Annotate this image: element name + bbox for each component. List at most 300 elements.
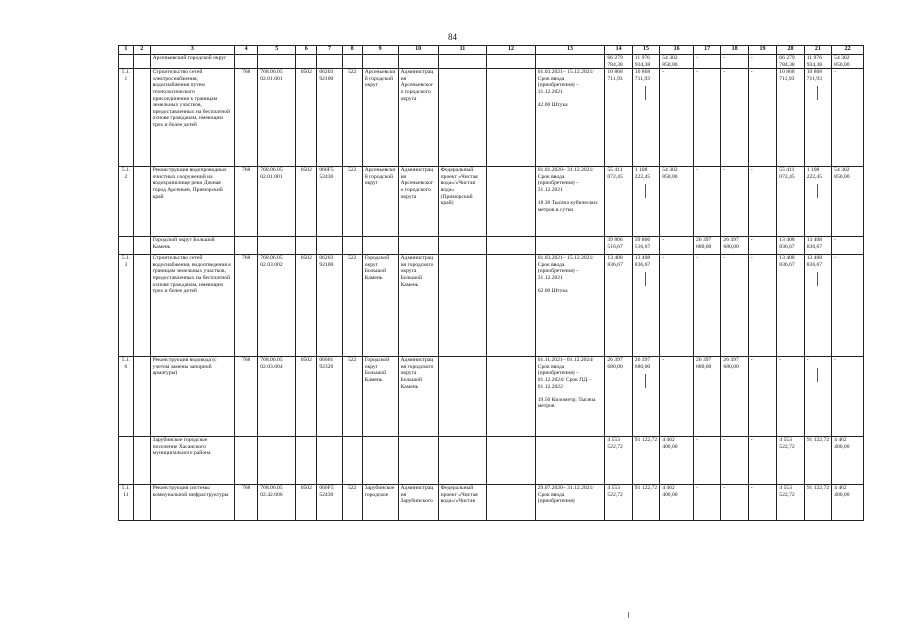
table-cell [296,357,317,437]
table-cell [748,357,776,437]
cell-text: - [695,55,698,61]
cell-text: Арсеньевский городской округ [364,167,396,187]
table-cell [150,485,234,521]
table-cell [660,55,694,69]
table-cell [693,55,720,69]
table-cell [748,437,776,485]
cell-text: 066F5 52430 [319,485,334,498]
scan-mark [817,272,818,286]
cell-text: - [723,255,726,262]
table-cell [748,237,776,255]
table-cell [748,255,776,357]
cell-text: - [750,357,753,364]
table-cell [748,69,776,167]
cell-text: - [750,237,753,244]
table-cell [317,485,342,521]
column-header: 3 [150,46,234,55]
table-header [119,46,864,55]
cell-text: 13 408 836,67 [806,237,823,250]
cell-text: - [723,167,726,174]
table-cell [748,55,776,69]
table-cell [832,69,864,167]
column-header: 15 [632,46,659,55]
column-header: 13 [535,46,605,55]
table-cell [258,485,296,521]
cell-text: 768.06.05 02.42.006 [260,485,283,498]
table-cell [296,255,317,357]
table-cell [535,485,605,521]
table-cell [748,485,776,521]
cell-text: 768.06.05 02.03.004 [260,357,283,370]
cell-text: 4 553 522,72 [607,437,623,450]
table-cell [804,437,831,485]
cell-text: Зарубинское городское поселение Хасанского муниципального района [152,437,211,457]
cell-text: - [662,357,665,364]
table-cell [660,237,694,255]
table-cell [133,69,150,167]
cell-text: 10 868 711,93 [607,69,623,82]
table-cell [804,55,831,69]
cell-text: 5.1. 1 [121,69,131,82]
cell-text: Арсеньевский городской округ [152,55,227,61]
cell-text: 768 [241,255,251,262]
table-cell [235,485,258,521]
table-cell [832,255,864,357]
cell-text: 4 462 400,00 [834,437,850,450]
table-cell [721,167,748,237]
column-header: 10 [398,46,438,55]
cell-text: 39 806 516,67 [607,237,623,250]
table-cell [438,357,487,437]
cell-text: Администрация городского округа Большой Камень [400,255,434,288]
cell-text: - [750,255,753,262]
cell-text: Администрация Арсеньевского городского округа [400,69,434,102]
table-cell [235,255,258,357]
cell-text: 54 302 850,00 [834,55,850,68]
cell-text: 066F5 52430 [319,167,334,180]
table-cell [777,237,804,255]
table-cell [832,237,864,255]
cell-text: 13 408 836,67 [779,237,795,250]
cell-text: 768.06.05 02.01.001 [260,69,283,82]
cell-text: 66 279 784,38 [607,55,623,68]
cell-text: 522 [347,69,357,76]
table-cell [342,55,362,69]
table-cell [398,437,438,485]
table-cell [804,485,831,521]
cell-text: - [750,167,753,174]
table-row [119,255,864,357]
cell-text: Арсеньевский городской округ [364,69,396,89]
cell-text: 06601 92320 [319,357,334,370]
table-cell [487,255,536,357]
cell-text: - [695,437,698,444]
column-header: 2 [133,46,150,55]
cell-text: Администрация Арсеньевского городского округа [400,167,434,200]
budget-table [118,45,864,521]
table-cell [150,69,234,167]
table-cell [362,255,398,357]
scan-mark [645,374,646,388]
table-cell [362,485,398,521]
table-row [119,55,864,69]
table-cell [150,55,234,69]
table-cell [317,69,342,167]
cell-text: - [695,69,698,76]
cell-text: 91 122,72 [806,437,830,444]
table-cell [235,237,258,255]
cell-text: Строительство сетей электроснабжения, водоснабжения путем технологического присоединения к границам земельных участков, предоставленных на бесплатной основе гражданам, имеющим трех и более детей [152,69,230,128]
cell-text: Зарубинское городское [364,485,395,498]
cell-text: Администрация Зарубинского [400,485,434,505]
table-cell [721,237,748,255]
cell-text: 91 122,72 [806,485,830,492]
table-cell [721,437,748,485]
table-cell [258,237,296,255]
table-cell [119,357,134,437]
cell-text: - [806,357,809,364]
cell-text: 11 976 934,38 [634,55,651,68]
table-cell [438,55,487,69]
table-cell [660,437,694,485]
table-cell [777,255,804,357]
table-cell [487,69,536,167]
column-header: 8 [342,46,362,55]
table-cell [721,69,748,167]
table-cell [119,237,134,255]
table-cell [296,485,317,521]
table-cell [832,167,864,237]
table-cell [342,237,362,255]
cell-text: Городской округ Большой Камень [364,357,390,383]
table-cell [777,167,804,237]
scan-mark [628,612,629,618]
cell-text: 768.06.05 02.01.001 [260,167,283,180]
cell-text: 768 [241,357,251,364]
table-cell [235,167,258,237]
table-cell [777,357,804,437]
table-cell [438,255,487,357]
cell-text: 26 397 680,00 [607,357,623,370]
table-cell [235,69,258,167]
cell-text: 1 108 222,45 [806,167,823,180]
table-cell [535,357,605,437]
table-cell [317,237,342,255]
cell-text: 522 [347,167,357,174]
cell-text: 5.1. 6 [121,357,131,370]
cell-text: 54 302 850,00 [662,167,678,180]
cell-text: 11 976 934,38 [806,55,823,68]
scan-mark [817,368,818,382]
table-row [119,437,864,485]
cell-text: 66 279 784,38 [779,55,795,68]
table-cell [632,55,659,69]
table-cell [258,357,296,437]
cell-text: - [834,255,837,262]
table-cell [487,237,536,255]
column-header: 21 [804,46,831,55]
cell-text: 0502 [300,167,312,174]
table-cell [777,69,804,167]
table-cell [119,437,134,485]
cell-text: Реконструкция системы коммунальной инфраструктуры [152,485,229,498]
table-cell [487,485,536,521]
table-cell [342,437,362,485]
cell-text: - [723,55,726,61]
table-cell [342,167,362,237]
cell-text: 01.11.2021– 01.12.2024/ Срок ввода (приобретения) – 01.12.2024/ Срок ПД – 01.12.2022 19.50 Километр; Тысяча метров [537,357,596,410]
table-cell [133,437,150,485]
cell-text: 522 [347,357,357,364]
table-cell [296,167,317,237]
cell-text: - [695,167,698,174]
table-cell [398,255,438,357]
table-row [119,69,864,167]
table-cell [804,167,831,237]
cell-text: 10 868 711,93 [634,69,651,82]
table-cell [605,357,632,437]
table-cell [693,167,720,237]
table-cell [605,437,632,485]
table-cell [398,167,438,237]
cell-text: 1 108 222,45 [634,167,651,180]
column-header: 4 [235,46,258,55]
table-cell [632,255,659,357]
table-cell [438,167,487,237]
table-cell [342,255,362,357]
table-cell [832,55,864,69]
cell-text: - [750,69,753,76]
table-cell [235,55,258,69]
cell-text: Федеральный проект «Чистая вода»/«Чистая вода» (Приморский край) [440,167,478,207]
cell-text: 4 553 522,72 [607,485,623,498]
table-cell [296,437,317,485]
table-cell [660,167,694,237]
cell-text: 55 411 072,45 [607,167,623,180]
table-cell [362,237,398,255]
cell-text: 13 408 836,67 [634,255,651,268]
scan-mark [817,184,818,198]
table-cell [632,167,659,237]
table-cell [804,255,831,357]
table-cell [317,167,342,237]
table-cell [258,255,296,357]
cell-text: 768 [241,485,251,492]
cell-text: - [723,69,726,76]
table-cell [832,357,864,437]
table-cell [296,237,317,255]
table-cell [150,255,234,357]
cell-text: - [834,237,837,244]
table-cell [438,485,487,521]
table-cell [133,255,150,357]
cell-text: Городской округ Большой Камень [364,255,390,281]
table-cell [398,485,438,521]
cell-text: 10 868 711,93 [779,69,795,82]
table-cell [693,485,720,521]
cell-text: 55 411 072,45 [779,167,795,180]
cell-text: - [750,485,753,492]
table-cell [535,69,605,167]
cell-text: Администрация городского округа Большой Камень [400,357,434,390]
cell-text: 54 302 850,00 [834,167,850,180]
column-header: 19 [748,46,776,55]
table-cell [398,55,438,69]
cell-text: - [779,357,782,364]
cell-text: Федеральный проект «Чистая вода»/«Чистая [440,485,478,505]
column-header: 12 [487,46,536,55]
table-cell [362,167,398,237]
table-cell [258,167,296,237]
table-cell [398,69,438,167]
table-cell [535,437,605,485]
table-cell [748,167,776,237]
cell-text: 01.03.2021– 15.12.2021/ Срок ввода (приобретения) – 31.12.2021 62.00 Штука [537,255,594,295]
cell-text: 54 302 850,00 [662,55,678,68]
column-header: 1 [119,46,134,55]
table-cell [133,237,150,255]
cell-text: 4 462 400,00 [662,485,678,498]
table-cell [362,69,398,167]
table-cell [150,237,234,255]
table-cell [438,237,487,255]
table-cell [342,69,362,167]
table-cell [438,437,487,485]
cell-text: - [662,69,665,76]
table-cell [362,55,398,69]
table-cell [296,69,317,167]
table-cell [535,167,605,237]
cell-text: 768.06.05 02.03.002 [260,255,283,268]
table-cell [693,69,720,167]
column-header: 16 [660,46,694,55]
table-row [119,237,864,255]
cell-text: 0502 [300,357,312,364]
cell-text: - [723,485,726,492]
table-cell [535,55,605,69]
cell-text: - [750,437,753,444]
table-cell [605,167,632,237]
cell-text: 01.03.2021– 15.12.2021/ Срок ввода (приобретения) – 31.12.2021 42.00 Штука [537,69,594,109]
cell-text: 4 462 400,00 [662,437,678,450]
table-cell [438,69,487,167]
table-cell [133,357,150,437]
table-cell [119,69,134,167]
column-header: 7 [317,46,342,55]
cell-text: 26 397 680,00 [723,237,739,250]
table-cell [832,437,864,485]
column-header: 5 [258,46,296,55]
table-cell [605,237,632,255]
table-cell [317,357,342,437]
table-row [119,357,864,437]
table-cell [693,437,720,485]
cell-text: - [695,485,698,492]
cell-text: 768 [241,167,251,174]
table-cell [487,55,536,69]
table-cell [342,485,362,521]
table-cell [398,357,438,437]
table-cell [119,55,134,69]
cell-text: - [662,237,665,244]
cell-text: Реконструкция водовода (с учетом замены запорной арматуры) [152,357,217,377]
cell-text: 5.1. 11 [121,485,131,498]
cell-text: 26 397 680,00 [634,357,651,370]
cell-text: 06203 92100 [319,255,334,268]
table-cell [605,255,632,357]
cell-text: - [695,255,698,262]
table-body [119,55,864,521]
table-cell [535,237,605,255]
table-cell [605,485,632,521]
cell-text: 5.1. 2 [121,167,131,180]
table-cell [660,255,694,357]
cell-text: 522 [347,485,357,492]
table-cell [487,437,536,485]
table-cell [832,485,864,521]
column-header: 17 [693,46,720,55]
table-cell [317,437,342,485]
table-cell [632,69,659,167]
cell-text: 4 553 522,72 [779,437,795,450]
cell-text: Реконструкция водопроводных очистных сооружений на водохранилище реки Дачная город Арсеньев, Приморский край [152,167,227,200]
table-cell [693,357,720,437]
cell-text: 0502 [300,485,312,492]
table-cell [317,55,342,69]
cell-text: 0502 [300,69,312,76]
table-cell [119,255,134,357]
table-cell [660,485,694,521]
cell-text: 5.1. 3 [121,255,131,268]
table-cell [317,255,342,357]
table-cell [721,485,748,521]
table-cell [804,237,831,255]
table-cell [150,167,234,237]
cell-text: 0502 [300,255,312,262]
table-cell [398,237,438,255]
table-cell [721,255,748,357]
table-cell [632,357,659,437]
cell-text: 13 408 836,67 [779,255,795,268]
table-cell [632,485,659,521]
table-cell [362,357,398,437]
table-row [119,167,864,237]
table-cell [119,167,134,237]
cell-text: 13 408 836,67 [806,255,823,268]
table-cell [487,167,536,237]
table-cell [150,357,234,437]
cell-text: 768 [241,69,251,76]
table-cell [133,167,150,237]
cell-text: 4 553 522,72 [779,485,795,498]
cell-text: 26 397 680,00 [695,357,712,370]
cell-text: Строительство сетей водоснабжения, водоотведения к границам земельных участков, предоставленных на бесплатной основе гражданам, имеющим трех и более детей [152,255,232,295]
table-cell [693,255,720,357]
table-row [119,485,864,521]
table-cell [258,437,296,485]
table-cell [119,485,134,521]
cell-text: 26 397 680,00 [695,237,712,250]
scan-mark [817,86,818,100]
column-header: 20 [777,46,804,55]
page-number: 84 [448,32,457,42]
table-cell [605,55,632,69]
cell-text: 06203 92100 [319,69,334,82]
cell-text: - [750,55,753,61]
column-header: 18 [721,46,748,55]
scan-mark [645,86,646,100]
cell-text: Городской округ Большой Камень [152,237,215,250]
